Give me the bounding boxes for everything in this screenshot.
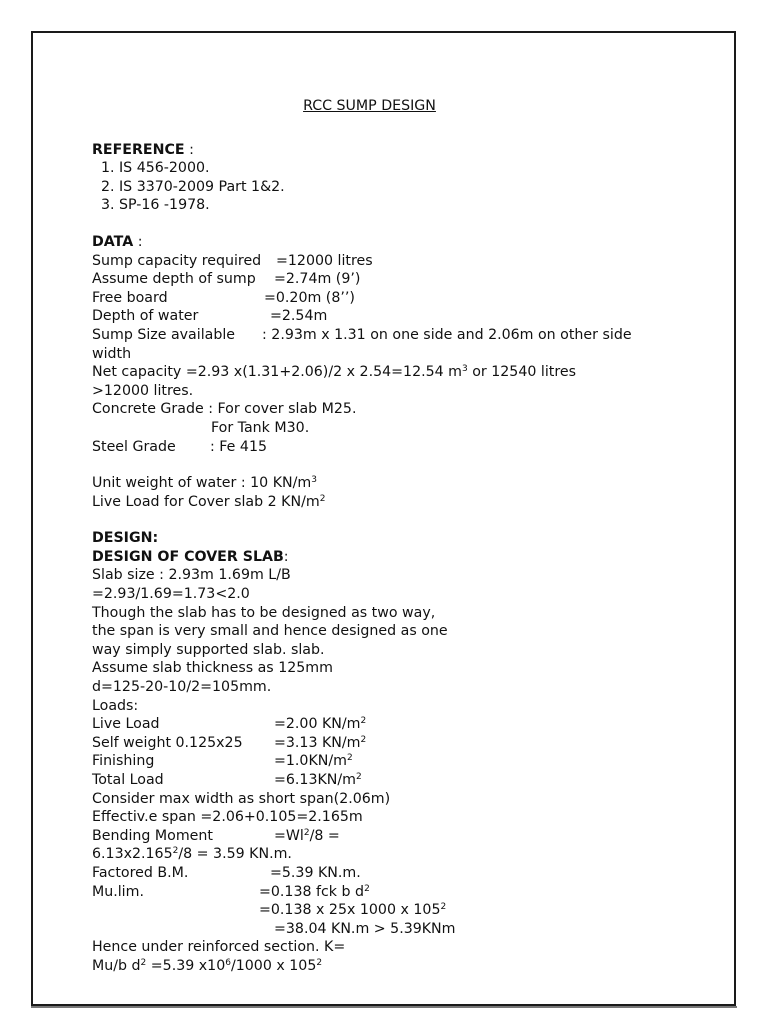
sump-capacity-row: Sump capacity required =12000 litres [92,252,373,269]
concrete-tank-row: For Tank M30. [211,419,310,436]
mu-row: Mu/b $d^2 =5.39$ $x10^6/1000$ x $105^2$ [92,957,323,974]
live-load-row: Live Load =2.00 $KN/m^2$ [92,716,367,733]
design-line: Loads: [92,697,139,714]
design-line: Slab size : 2.93m 1.69m L/B [92,567,291,584]
mulim-row-2: =0.138 x 25x 1000 x $105^2$ [259,902,447,919]
document-body [92,97,732,976]
data-heading: DATA : [92,233,143,250]
eff-span-row: Effectiv.e span =2.06+0.105=2.165m [92,809,363,826]
bm-calc-row: $6.13x2.165^2/8 = 3.59$ KN.m. [92,846,292,863]
free-board-row: Free board =0.20m (8’’) [92,289,355,306]
hence-row: Hence under reinforced section. K= [92,939,346,956]
reference-list [92,159,732,215]
design-heading: DESIGN: [92,530,159,547]
reference-item: 3. SP-16 -1978. [119,196,732,215]
depth-row: Assume depth of sump =2.74m (9’) [92,271,361,288]
steel-grade-row: Steel Grade : Fe 415 [92,438,267,455]
self-weight-row: Self weight 0.125x25 =3.13 $KN/m^2$ [92,734,367,751]
bending-moment-row: Bending Moment $=Wl^2/8$ = [92,827,340,844]
cover-slab-heading: DESIGN OF COVER SLAB: [92,548,289,565]
factored-bm-row: Factored B.M. =5.39 KN.m. [92,864,361,881]
mulim-row: Mu.lim. =0.138 fck b $d^2$ [92,883,370,900]
depth-water-row: Depth of water =2.54m [92,308,328,325]
design-line: the span is very small and hence designed as one [92,623,448,640]
sump-size-cont: width [92,345,132,362]
finishing-row: Finishing $=1.0KN/m^2$ [92,753,353,770]
net-capacity-cont: >12000 litres. [92,382,194,399]
page-title: RCC SUMP DESIGN [303,98,436,114]
design-line: Though the slab has to be designed as two way, [92,604,436,621]
max-width-row: Consider max width as short span(2.06m) [92,790,391,807]
bottom-rule [31,1006,737,1008]
reference-item: 2. IS 3370-2009 Part 1&2. [119,178,732,197]
design-line: =2.93/1.69=1.73<2.0 [92,586,250,603]
unit-weight-row: Unit weight of water : 10 $KN/m^3$ [92,475,317,492]
reference-heading: REFERENCE : [92,141,194,158]
net-capacity-row: Net capacity =2.93 x(1.31+2.06)/2 x 2.54=12.54 $m^3$ or 12540 litres [92,364,576,381]
total-load-row: Total Load $=6.13KN/m^2$ [92,772,362,788]
concrete-grade-row: Concrete Grade : For cover slab M25. [92,401,357,418]
design-line: way simply supported slab. slab. [92,641,325,658]
design-line: d=125-20-10/2=105mm. [92,679,272,696]
design-line: Assume slab thickness as 125mm [92,660,333,677]
reference-item: 1. IS 456-2000. [119,159,732,178]
mulim-row-3: =38.04 KN.m > 5.39KNm [274,920,456,937]
sump-size-row: Sump Size available : 2.93m x 1.31 on one side and 2.06m on other side [92,326,632,343]
live-load-cover-row: Live Load for Cover slab 2 $KN/m^2$ [92,493,326,510]
